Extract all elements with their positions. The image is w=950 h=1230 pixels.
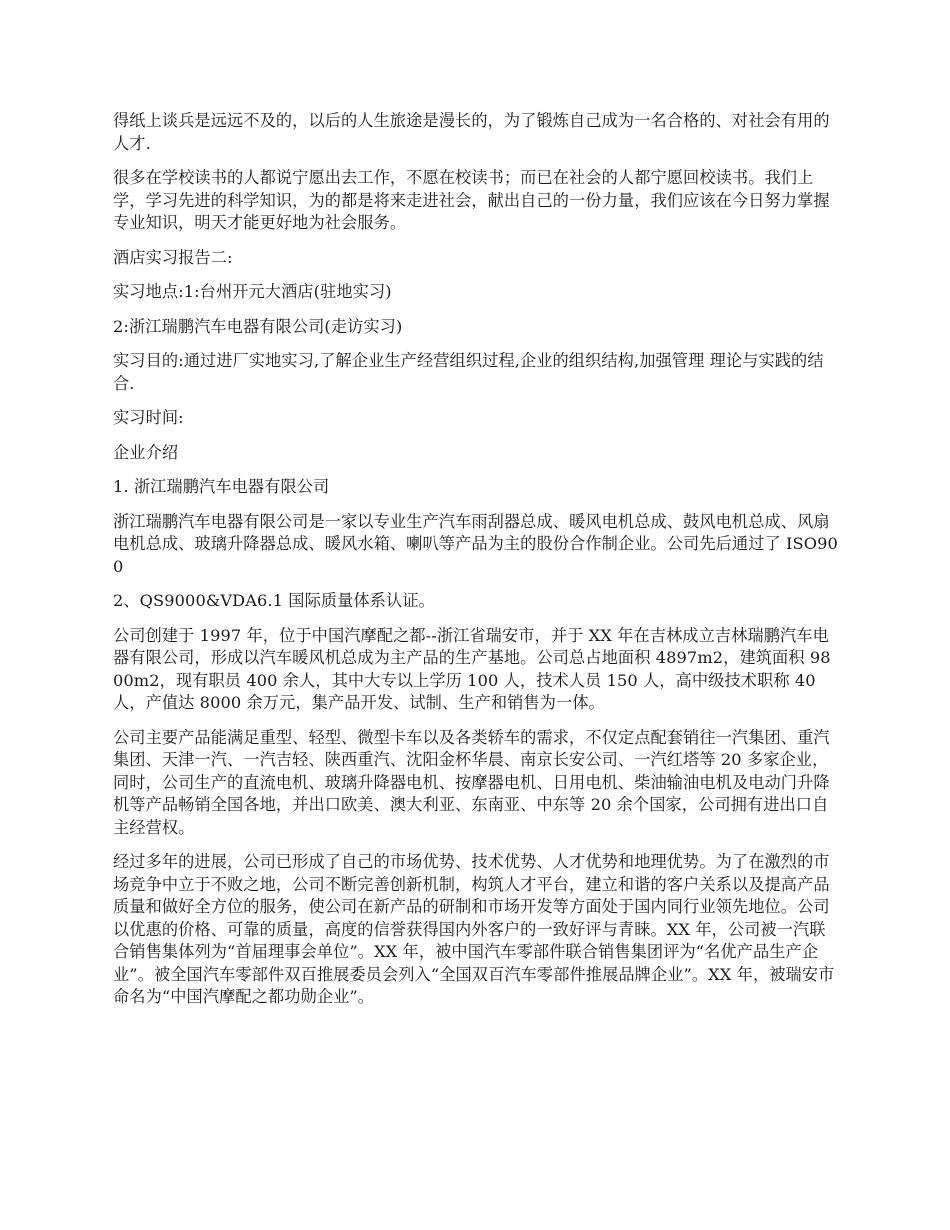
internship-purpose: 实习目的:通过进厂实地实习,了解企业生产经营组织过程,企业的组织结构,加强管理 理论与实践的结合. bbox=[113, 351, 824, 393]
company-intro-heading: 企业介绍 bbox=[113, 442, 179, 462]
company-history-paragraph: 公司创建于 1997 年，位于中国汽摩配之都--浙江省瑞安市，并于 XX 年在吉林成立吉林瑞鹏汽车电器有限公司，形成以汽车暖风机总成为主产品的生产基地。公司总占地面积 4897m2，建筑面积 9800m2，现有职员 400 余人，其中大专以上学历 100 人，技术人员 150 人，高中级技术职称 40 人，产值达 8000 余万元，集产品开发、试制、生产和销售为一体。 bbox=[113, 625, 831, 712]
document-page bbox=[113, 110, 840, 1021]
company-market-paragraph: 公司主要产品能满足重型、轻型、微型卡车以及各类轿车的需求，不仅定点配套销往一汽集团、重汽集团、天津一汽、一汽吉轻、陕西重汽、沈阳金杯华晨、南京长安公司、一汽红塔等 20 多家企业，同时，公司生产的直流电机、玻璃升降器电机、按摩器电机、日用电机、柴油输油电机及电动门升降机等产品畅销全国各地，并出口欧美、澳大利亚、东南亚、中东等 20 余个国家，公司拥有进出口自主经营权。 bbox=[113, 727, 830, 837]
internship-location-1: 实习地点:1:台州开元大酒店(驻地实习) bbox=[113, 282, 392, 301]
company-advantages-paragraph: 经过多年的进展，公司已形成了自己的市场优势、技术优势、人才优势和地理优势。为了在激烈的市场竞争中立于不败之地，公司不断完善创新机制，构筑人才平台，建立和谐的客户关系以及提高产品质量和做好全方位的服务，使公司在新产品的研制和市场开发等方面处于国内同行业领先地位。公司以优惠的价格、可靠的质量，高度的信誉获得国内外客户的一致好评与青睐。XX 年，公司被一汽联合销售集体列为“首届理事会单位”。XX 年，被中国汽车零部件联合销售集团评为“名优产品生产企业”。被全国汽车零部件双百推展委员会列入“全国双百汽车零部件推展品牌企业”。XX 年，被瑞安市命名为“中国汽摩配之都功勋企业”。 bbox=[113, 852, 835, 1006]
company-products-paragraph: 浙江瑞鹏汽车电器有限公司是一家以专业生产汽车雨刮器总成、暖风电机总成、鼓风电机总成、风扇电机总成、玻璃升降器总成、暖风水箱、喇叭等产品为主的股份合作制企业。公司先后通过了 ISO900 bbox=[113, 511, 838, 576]
internship-time: 实习时间: bbox=[113, 408, 184, 427]
paragraph-study-vs-work: 很多在学校读书的人都说宁愿出去工作，不愿在校读书；而已在社会的人都宁愿回校读书。我们上学，学习先进的科学知识，为的都是将来走进社会，献出自己的一份力量，我们应该在今日努力掌握专业知识，明天才能更好地为社会服务。 bbox=[113, 168, 830, 232]
report-two-heading: 酒店实习报告二: bbox=[113, 247, 233, 267]
company-name-heading: 1. 浙江瑞鹏汽车电器有限公司 bbox=[113, 477, 330, 496]
internship-location-2: 2:浙江瑞鹏汽车电器有限公司(走访实习) bbox=[113, 316, 403, 336]
paragraph-continuation: 得纸上谈兵是远远不及的，以后的人生旅途是漫长的，为了锻炼自己成为一名合格的、对社会有用的人才. bbox=[113, 111, 830, 153]
certification-paragraph: 2、QS9000&VDA6.1 国际质量体系认证。 bbox=[113, 591, 435, 610]
